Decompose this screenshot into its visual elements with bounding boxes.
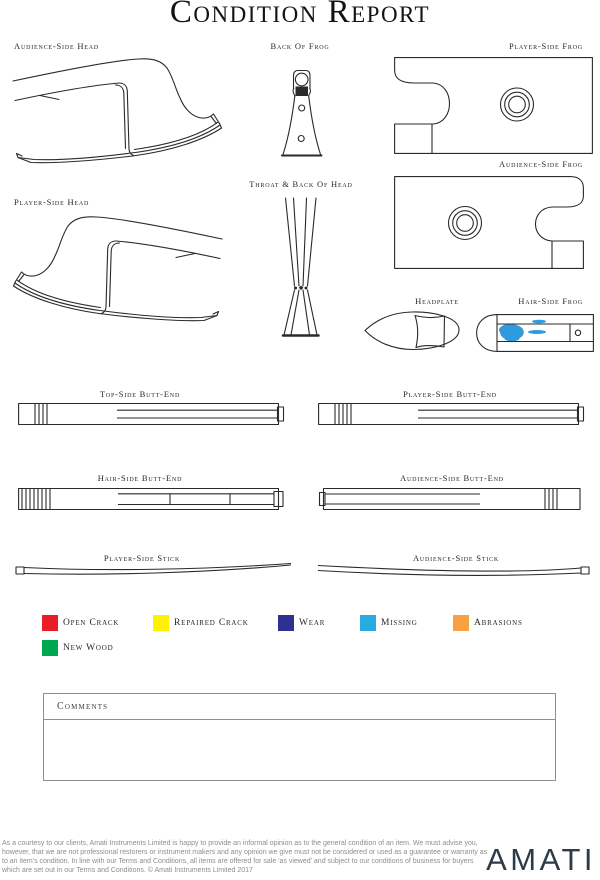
- top-side-butt-end-diagram[interactable]: [18, 402, 284, 426]
- label-player-side-butt-end: Player-Side Butt-End: [403, 389, 497, 399]
- label-player-side-stick: Player-Side Stick: [103, 553, 181, 563]
- page-title: Condition Report: [169, 0, 431, 30]
- label-hair-side-frog: Hair-Side Frog: [518, 296, 583, 306]
- comments-title: Comments: [57, 701, 109, 712]
- legend-swatch-open-crack: [42, 615, 58, 631]
- legend-label-wear: Wear: [299, 618, 326, 628]
- legend-swatch-wear: [278, 615, 294, 631]
- back-of-frog-diagram[interactable]: [279, 67, 325, 162]
- legend-item-open-crack: [42, 615, 119, 631]
- label-audience-side-head: Audience-Side Head: [14, 41, 100, 51]
- audience-side-head-diagram[interactable]: [5, 57, 227, 171]
- legend-swatch-new-wood: [42, 640, 58, 656]
- frog-eye: [449, 207, 482, 240]
- legend-label-missing: Missing: [381, 618, 418, 628]
- amati-logo: AMATI: [486, 842, 596, 877]
- player-side-head-diagram[interactable]: [8, 215, 230, 329]
- audience-side-frog-diagram[interactable]: [394, 176, 584, 269]
- label-top-side-butt-end: Top-Side Butt-End: [99, 389, 181, 399]
- legend-label-abrasions: Abrasions: [474, 618, 523, 628]
- label-player-side-frog: Player-Side Frog: [508, 41, 583, 51]
- audience-side-butt-end-diagram[interactable]: [318, 487, 584, 511]
- label-audience-side-frog: Audience-Side Frog: [499, 159, 583, 169]
- label-audience-side-butt-end: Audience-Side Butt-End: [400, 473, 504, 483]
- label-back-of-frog: Back Of Frog: [270, 41, 330, 51]
- label-player-side-head: Player-Side Head: [14, 197, 90, 207]
- legend-item-wear: [278, 615, 325, 631]
- legend-item-repaired-crack: [153, 615, 249, 631]
- headplate-diagram[interactable]: [364, 304, 462, 356]
- comments-box: [43, 693, 556, 781]
- label-audience-side-stick: Audience-Side Stick: [412, 553, 500, 563]
- comments-header: [44, 694, 555, 720]
- legend-swatch-missing: [360, 615, 376, 631]
- player-side-stick-diagram[interactable]: [15, 562, 292, 578]
- ferrule-block: [296, 87, 309, 97]
- missing-marks: [499, 320, 546, 342]
- legend-label-open-crack: Open Crack: [63, 618, 120, 628]
- label-hair-side-butt-end: Hair-Side Butt-End: [97, 473, 183, 483]
- comments-input[interactable]: [44, 720, 555, 780]
- player-side-frog-diagram[interactable]: [394, 57, 594, 154]
- label-headplate: Headplate: [415, 296, 459, 306]
- legend-swatch-abrasions: [453, 615, 469, 631]
- legend-item-new-wood: [42, 640, 113, 656]
- legend-label-repaired-crack: Repaired Crack: [174, 618, 249, 628]
- legend-item-abrasions: [453, 615, 523, 631]
- legend-label-new-wood: New Wood: [63, 643, 114, 653]
- label-throat-back-of-head: Throat & Back Of Head: [249, 179, 353, 189]
- audience-side-stick-diagram[interactable]: [308, 562, 591, 578]
- throat-back-of-head-diagram[interactable]: [278, 196, 328, 338]
- legend-swatch-repaired-crack: [153, 615, 169, 631]
- legend-item-missing: [360, 615, 418, 631]
- disclaimer-text: As a courtesy to our clients, Amati Instruments Limited is happy to provide an informal opinion as to the general condition of an item. We must advise you, however, that we are not professional restorers or instrument makers and any opinion we give must not be considered or used as a guarantee or warranty as to an item's condition. In line with our Terms and Conditions, all items are offered for sale 'as viewed' and subject to our conditions of business for buyers which are set out in our Terms and Conditions. © Amati Instruments Limited 2017: [2, 840, 488, 874]
- player-side-butt-end-diagram[interactable]: [318, 402, 584, 426]
- frog-eye: [501, 88, 534, 121]
- hair-side-butt-end-diagram[interactable]: [18, 487, 284, 511]
- hair-side-frog-diagram[interactable]: [476, 314, 594, 352]
